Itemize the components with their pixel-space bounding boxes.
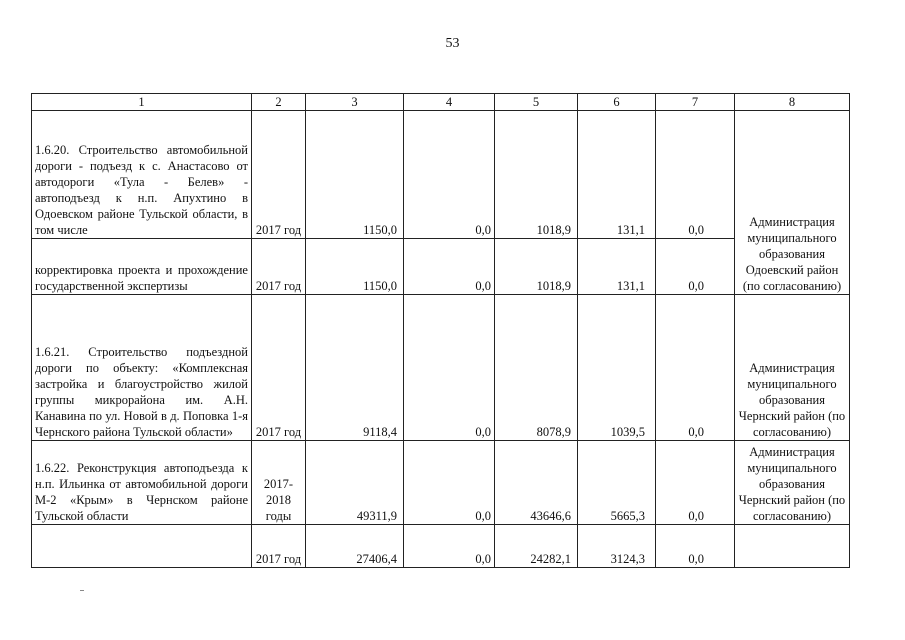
value-cell: 9118,4 [306, 295, 404, 441]
description-cell: корректировка проекта и прохождение государственной экспертизы [32, 239, 252, 295]
description-cell [32, 525, 252, 568]
value-cell: 0,0 [656, 111, 735, 239]
table-row [32, 111, 850, 239]
table-row [32, 239, 850, 295]
page-number: 53 [445, 36, 460, 51]
header-row [32, 94, 850, 111]
executor-cell [735, 525, 850, 568]
value-cell: 0,0 [656, 295, 735, 441]
value-cell: 0,0 [404, 441, 495, 525]
value-cell: 0,0 [656, 441, 735, 525]
header-cell: 1 [32, 94, 252, 111]
header-cell: 5 [495, 94, 578, 111]
value-cell: 0,0 [404, 525, 495, 568]
description-cell: 1.6.22. Реконструкция автоподъезда к н.п. Ильинка от автомобильной дороги М-2 «Крым» в Чернском районе Тульской области [32, 441, 252, 525]
value-cell: 8078,9 [495, 295, 578, 441]
header-cell: 8 [735, 94, 850, 111]
executor-cell: Администрация муниципального образования Чернский район (по согласованию) [735, 295, 850, 441]
value-cell: 1039,5 [578, 295, 656, 441]
description-cell: 1.6.20. Строительство автомобильной дороги - подъезд к с. Анастасово от автодороги «Тула - Белев» - автоподъезд к н.п. Апухтино в Одоевском районе Тульской области, в том числе [32, 111, 252, 239]
table-row [32, 525, 850, 568]
header-cell: 3 [306, 94, 404, 111]
value-cell: 5665,3 [578, 441, 656, 525]
budget-table [31, 93, 850, 568]
executor-cell: Администрация муниципального образования Чернский район (по согласованию) [735, 441, 850, 525]
description-cell: 1.6.21. Строительство подъездной дороги по объекту: «Комплексная застройка и благоустройство жилой группы микрорайона им. А.Н. Канавина по ул. Новой в д. Поповка 1-я Чернского района Тульской области» [32, 295, 252, 441]
table-row [32, 441, 850, 525]
period-cell: 2017 год [252, 525, 306, 568]
value-cell: 0,0 [404, 111, 495, 239]
value-cell: 1018,9 [495, 111, 578, 239]
value-cell: 0,0 [656, 239, 735, 295]
value-cell: 131,1 [578, 239, 656, 295]
period-cell: 2017 год [252, 239, 306, 295]
value-cell: 0,0 [404, 295, 495, 441]
header-cell: 4 [404, 94, 495, 111]
header-cell: 7 [656, 94, 735, 111]
table-row [32, 295, 850, 441]
header-cell: 2 [252, 94, 306, 111]
value-cell: 49311,9 [306, 441, 404, 525]
period-cell: 2017-2018 годы [252, 441, 306, 525]
value-cell: 131,1 [578, 111, 656, 239]
value-cell: 43646,6 [495, 441, 578, 525]
value-cell: 1150,0 [306, 239, 404, 295]
period-cell: 2017 год [252, 111, 306, 239]
value-cell: 3124,3 [578, 525, 656, 568]
value-cell: 0,0 [404, 239, 495, 295]
value-cell: 24282,1 [495, 525, 578, 568]
header-cell: 6 [578, 94, 656, 111]
value-cell: 1018,9 [495, 239, 578, 295]
executor-cell: Администрация муниципального образования Одоевский район (по согласованию) [735, 111, 850, 295]
period-cell: 2017 год [252, 295, 306, 441]
scan-mark [80, 590, 84, 591]
value-cell: 27406,4 [306, 525, 404, 568]
value-cell: 0,0 [656, 525, 735, 568]
value-cell: 1150,0 [306, 111, 404, 239]
